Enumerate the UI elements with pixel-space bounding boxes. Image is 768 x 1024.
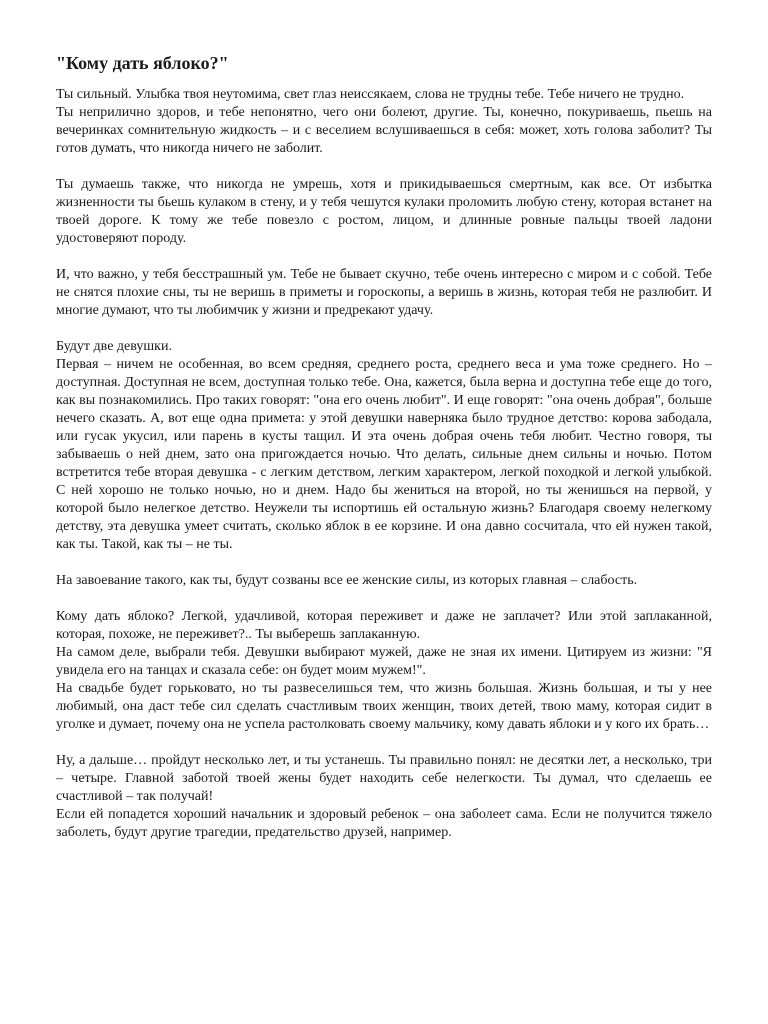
paragraph-line: На самом деле, выбрали тебя. Девушки выбирают мужей, даже не зная их имени. Цитируем из жизни: "Я увидела его на танцах и сказала себе: он будет моим мужем!". — [56, 645, 712, 678]
paragraph — [56, 572, 712, 590]
paragraph — [56, 176, 712, 248]
paragraph-line: Ты неприлично здоров, и тебе непонятно, чего они болеют, другие. Ты, конечно, покуриваешь, пьешь на вечеринках сомнительную жидкость – и с веселием вслушиваешься в себя: может, хоть голова заболит? Ты готов думать, что никогда ничего не заболит. — [56, 105, 712, 156]
document-page — [56, 52, 712, 860]
paragraph-line: Ну, а дальше… пройдут несколько лет, и ты устанешь. Ты правильно понял: не десятки лет, а несколько, три – четыре. Главной заботой твоей жены будет находить себе нелегкости. Ты думал, что сделаешь ее счастливой – так получай! — [56, 753, 712, 804]
paragraph-line: На завоевание такого, как ты, будут созваны все ее женские силы, из которых главная – слабость. — [56, 573, 638, 588]
document-title: "Кому дать яблоко?" — [56, 53, 229, 73]
paragraph-line: Ты думаешь также, что никогда не умрешь, хотя и прикидываешься смертным, как все. От избытка жизненности ты бьешь кулаком в стену, и у тебя чешутся кулаки проломить любую стену, которая встанет на твоей дороге. К тому же тебе повезло с ростом, лицом, и длинные ровные пальцы твоей ладони удостоверяют породу. — [56, 177, 712, 246]
paragraph — [56, 338, 712, 554]
paragraph-line: Первая – ничем не особенная, во всем средняя, среднего роста, среднего веса и ума тоже среднего. Но – доступная. Доступная не всем, доступная только тебе. Она, кажется, была верна и доступна тебе еще до того, как вы познакомились. Про таких говорят: "она его очень любит". И еще говорят: "она очень добрая", больше нечего сказать. А, вот еще одна примета: у этой девушки наверняка было трудное детство: корова забодала, или гусак укусил, или парень в кусты тащил. И эта очень добрая очень тебя любит. Честно говоря, ты забываешь о ней днем, зато она пригождается ночью. Что делать, сильные днем сильны и ночью. Потом встретится тебе вторая девушка - с легким детством, легким характером, легкой походкой и легкой улыбкой. С ней хорошо не только ночью, но и днем. Надо бы жениться на второй, но ты женишься на первой, у которой было нелегкое детство. Неужели ты испортишь ей остальную жизнь? Благодаря своему нелегкому детству, эта девушка умеет считать, сколько яблок в ее корзине. И она давно сосчитала, что ей нужен такой, как ты. Такой, как ты – не ты. — [56, 357, 712, 552]
paragraph — [56, 752, 712, 842]
paragraph-line: Ты сильный. Улыбка твоя неутомима, свет глаз неиссякаем, слова не трудны тебе. Тебе ничего не трудно. — [56, 87, 685, 102]
paragraph — [56, 608, 712, 734]
paragraph-line: Кому дать яблоко? Легкой, удачливой, которая переживет и даже не заплачет? Или этой заплаканной, которая, похоже, не переживет?.. Ты выберешь заплаканную. — [56, 609, 712, 642]
paragraph-line: И, что важно, у тебя бесстрашный ум. Тебе не бывает скучно, тебе очень интересно с миром и с собой. Тебе не снятся плохие сны, ты не веришь в приметы и гороскопы, а веришь в жизнь, которая тебя не разлюбит. И многие думают, что ты любимчик у жизни и предрекают удачу. — [56, 267, 712, 318]
paragraph-line: Если ей попадется хороший начальник и здоровый ребенок – она заболеет сама. Если не получится тяжело заболеть, будут другие трагедии, предательство друзей, например. — [56, 807, 712, 840]
paragraph-line: Будут две девушки. — [56, 339, 172, 354]
paragraph — [56, 266, 712, 320]
paragraph-line: На свадьбе будет горьковато, но ты развеселишься тем, что жизнь большая. Жизнь большая, и ты у нее любимый, она даст тебе сил сделать счастливым твоих женщин, твоих детей, твою маму, которая сидит в уголке и думает, почему она не успела растолковать своему мальчику, кому давать яблоки и у кого их брать… — [56, 681, 712, 732]
paragraph — [56, 86, 712, 158]
